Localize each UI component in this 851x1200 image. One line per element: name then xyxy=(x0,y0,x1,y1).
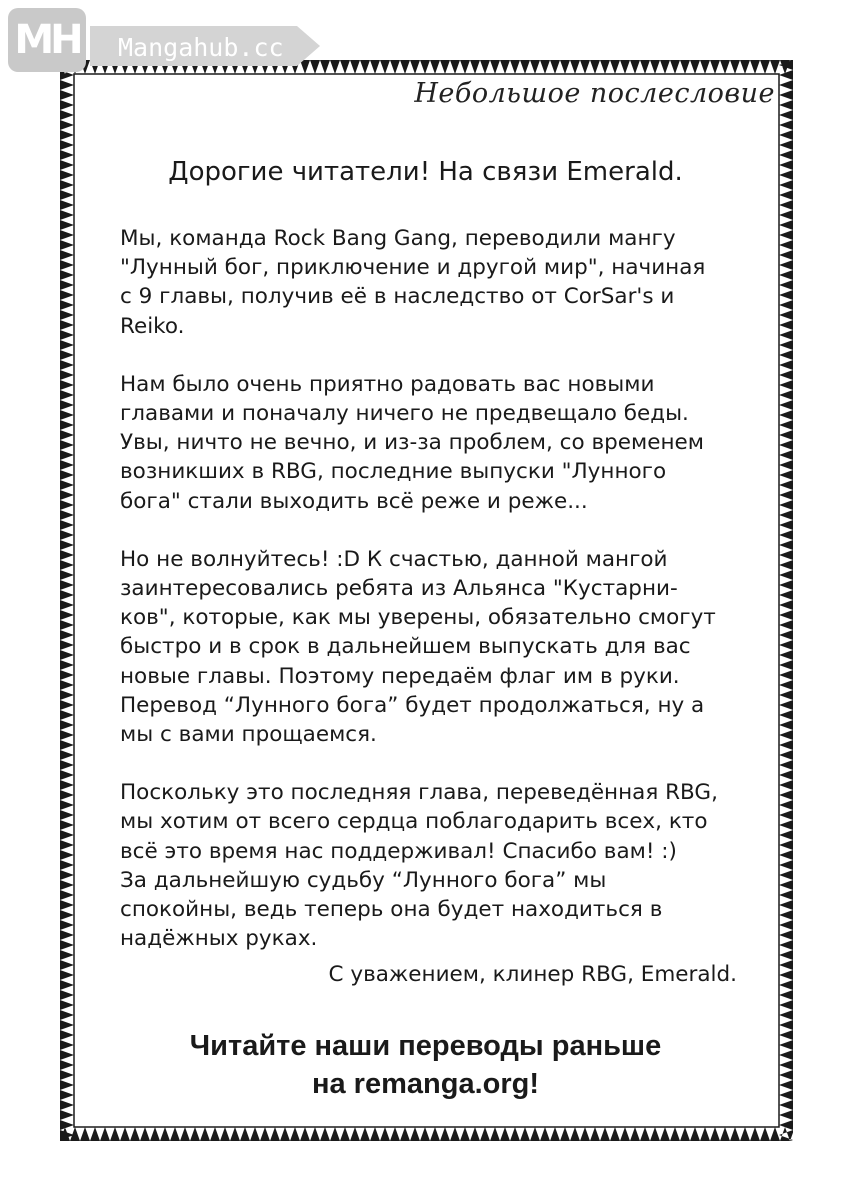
watermark-badge xyxy=(8,8,338,72)
text-line: заинтересовались ребята из Альянса "Кустарни- xyxy=(120,576,678,602)
paragraph-4 xyxy=(120,778,760,953)
text-line: "Лунный бог, приключение и другой мир", начиная xyxy=(120,255,706,281)
afterword-title: Небольшое послесловие xyxy=(414,78,775,109)
watermark-site-text: Mangahub.cc xyxy=(118,33,284,62)
text-line: ков", которые, как мы уверены, обязательно смогут xyxy=(120,605,716,631)
text-line: бога" стали выходить всё реже и реже... xyxy=(120,488,588,514)
greeting-heading: Дорогие читатели! На связи Emerald. xyxy=(168,157,683,187)
text-line: Увы, ничто не вечно, и из-за проблем, со временем xyxy=(120,430,704,456)
text-line: Поскольку это последняя глава, переведённая RBG, xyxy=(120,780,718,806)
text-line: новые главы. Поэтому передаём флаг им в руки. xyxy=(120,663,680,689)
text-line: всё это время нас поддерживал! Спасибо вам! :) xyxy=(120,838,677,864)
promo-text xyxy=(0,1027,851,1103)
text-line: надёжных руках. xyxy=(120,926,318,952)
text-line: Но не волнуйтесь! :D К счастью, данной мангой xyxy=(120,546,668,572)
signature-line: С уважением, клинер RBG, Emerald. xyxy=(328,962,737,987)
text-line: с 9 главы, получив её в наследство от CorSar's и xyxy=(120,284,675,310)
text-line: возникших в RBG, последние выпуски "Лунного xyxy=(120,459,667,485)
watermark-logo: MH xyxy=(8,8,86,72)
promo-line: Читайте наши переводы раньше xyxy=(189,1030,662,1062)
text-line: Перевод “Лунного бога” будет продолжаться, ну а xyxy=(120,692,705,718)
text-line: За дальнейшую судьбу “Лунного бога” мы xyxy=(120,867,607,893)
text-line: Нам было очень приятно радовать вас новыми xyxy=(120,371,655,397)
text-line: быстро и в срок в дальнейшем выпускать для вас xyxy=(120,634,691,660)
paragraph-3 xyxy=(120,545,760,749)
promo-line: на remanga.org! xyxy=(311,1068,539,1100)
paragraph-1 xyxy=(120,224,760,341)
text-line: мы хотим от всего сердца поблагодарить всех, кто xyxy=(120,809,708,835)
afterword-body xyxy=(120,224,760,982)
paragraph-2 xyxy=(120,370,760,516)
text-line: мы с вами прощаемся. xyxy=(120,722,377,748)
text-line: спокойны, ведь теперь она будет находиться в xyxy=(120,897,663,923)
text-line: Reiko. xyxy=(120,313,185,339)
text-line: Мы, команда Rock Bang Gang, переводили мангу xyxy=(120,226,676,251)
text-line: главами и поначалу ничего не предвещало беды. xyxy=(120,401,689,427)
